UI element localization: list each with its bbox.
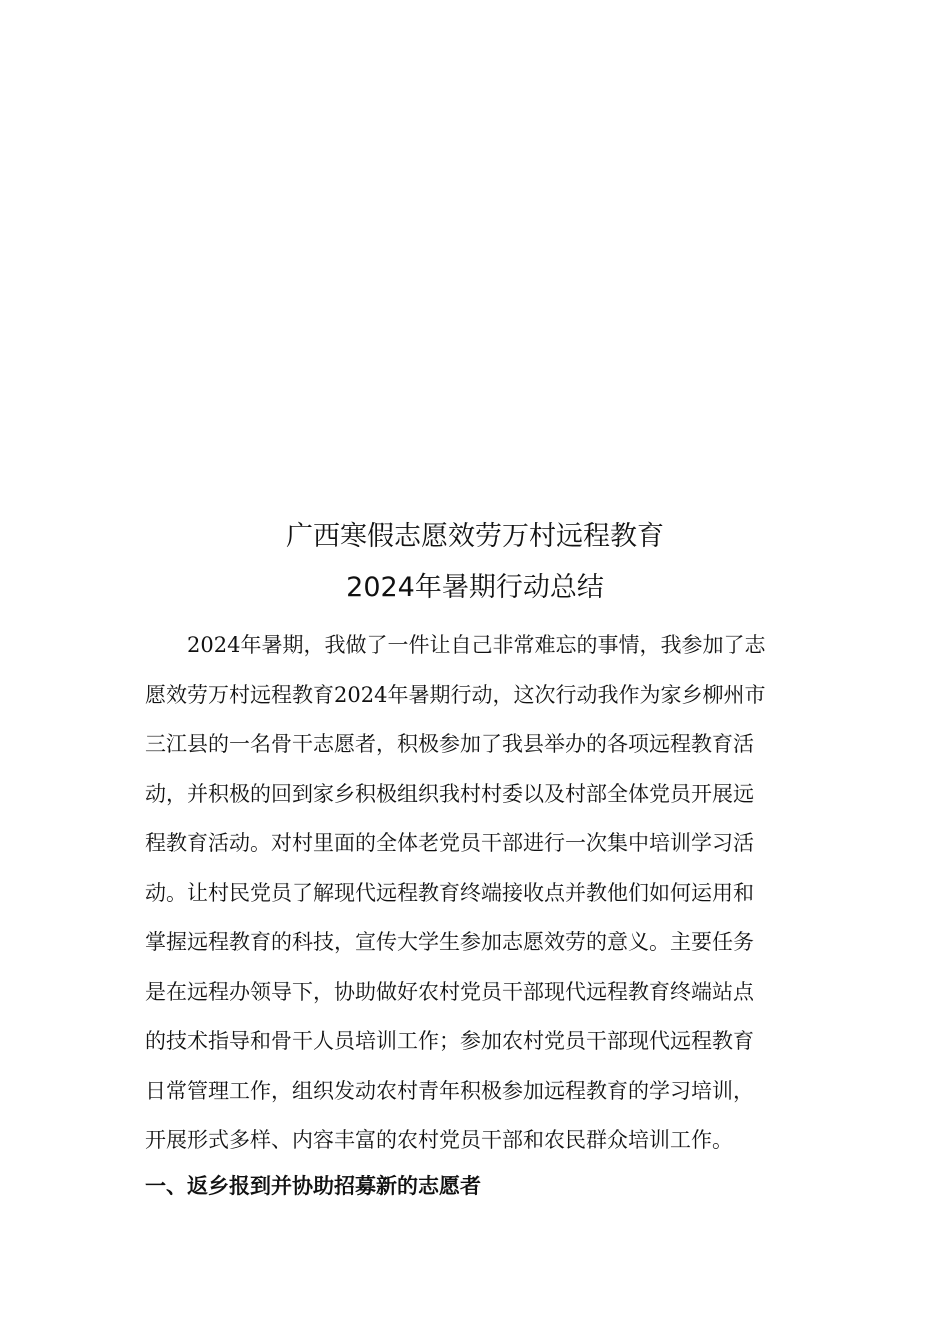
paragraph-line: 是在远程办领导下，协助做好农村党员干部现代远程教育终端站点 bbox=[145, 979, 754, 1004]
paragraph-line: 三江县的一名骨干志愿者，积极参加了我县举办的各项远程教育活 bbox=[145, 732, 754, 756]
document-title-line-1: 广西寒假志愿效劳万村远程教育 bbox=[286, 521, 664, 552]
body-paragraph bbox=[145, 621, 810, 1166]
paragraph-line: 的技术指导和骨干人员培训工作；参加农村党员干部现代远程教育 bbox=[145, 1029, 754, 1053]
paragraph-line: 愿效劳万村远程教育2024年暑期行动，这次行动我作为家乡柳州市 bbox=[145, 682, 766, 707]
paragraph-line: 2024年暑期，我做了一件让自己非常难忘的事情，我参加了志 bbox=[187, 633, 766, 657]
paragraph-line: 动，并积极的回到家乡积极组织我村村委以及村部全体党员开展远 bbox=[145, 781, 754, 806]
paragraph-line: 日常管理工作，组织发动农村青年积极参加远程教育的学习培训， bbox=[145, 1078, 754, 1103]
paragraph-line: 程教育活动。对村里面的全体老党员干部进行一次集中培训学习活 bbox=[145, 831, 754, 855]
paragraph-line: 开展形式多样、内容丰富的农村党员干部和农民群众培训工作。 bbox=[145, 1128, 733, 1152]
paragraph-line: 掌握远程教育的科技，宣传大学生参加志愿效劳的意义。主要任务 bbox=[145, 930, 754, 954]
section-heading: 一、返乡报到并协助招募新的志愿者 bbox=[145, 1174, 481, 1198]
document-title-line-2: 2024年暑期行动总结 bbox=[346, 572, 604, 603]
paragraph-line: 动。让村民党员了解现代远程教育终端接收点并教他们如何运用和 bbox=[145, 880, 754, 905]
